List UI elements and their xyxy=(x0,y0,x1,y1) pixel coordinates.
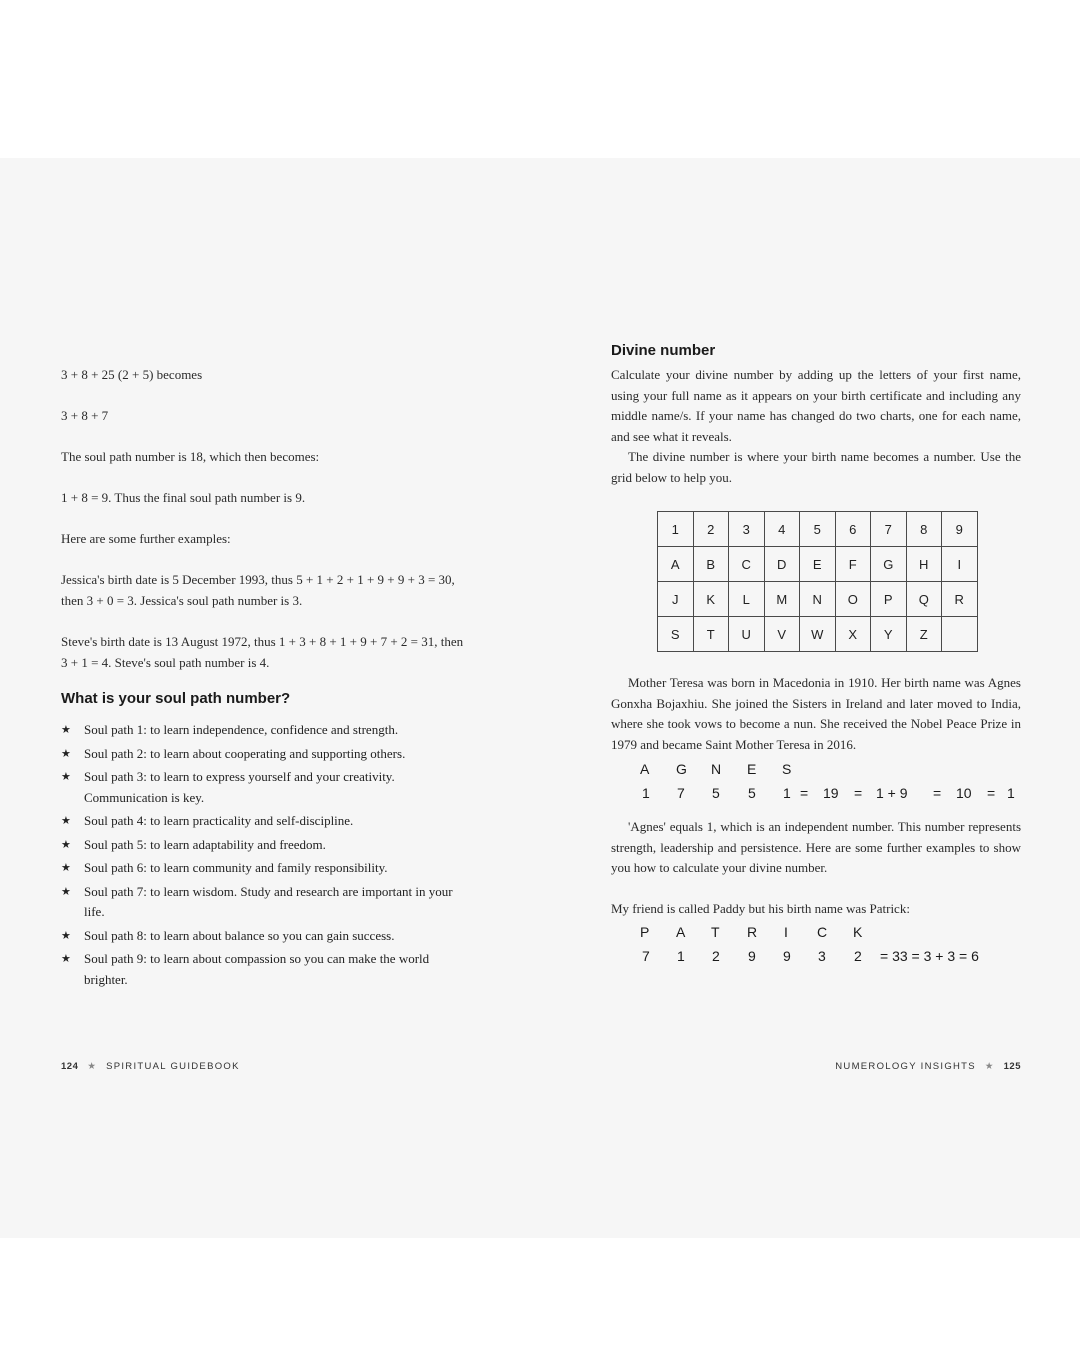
grid-row xyxy=(658,617,978,652)
star-icon: ★ xyxy=(61,771,71,783)
grid-cell: N xyxy=(800,582,836,617)
grid-cell: A xyxy=(658,547,694,582)
grid-cell: 9 xyxy=(942,512,978,547)
grid-cell: D xyxy=(764,547,800,582)
calc-letter: S xyxy=(782,761,792,777)
list-item: ★ Soul path 5: to learn adaptability and freedom. xyxy=(61,835,473,856)
calc-number: 2 xyxy=(712,948,720,964)
list-item: ★ Soul path 6: to learn community and family responsibility. xyxy=(61,858,473,879)
grid-cell: K xyxy=(693,582,729,617)
list-item: ★ Soul path 2: to learn about cooperating and supporting others. xyxy=(61,744,473,765)
calc-result: 19 xyxy=(823,785,839,801)
calc-letter: E xyxy=(747,761,757,777)
calc-number: 5 xyxy=(712,785,720,801)
grid-cell: G xyxy=(871,547,907,582)
grid-cell: U xyxy=(729,617,765,652)
star-icon: ★ xyxy=(61,815,71,827)
star-icon: ★ xyxy=(61,953,71,965)
calc-result: 10 xyxy=(956,785,972,801)
grid-cell: X xyxy=(835,617,871,652)
star-icon: ★ xyxy=(61,885,71,898)
grid-cell: M xyxy=(764,582,800,617)
calc-letter: R xyxy=(747,924,758,940)
grid-cell: 5 xyxy=(800,512,836,547)
page-number: 125 xyxy=(1003,1061,1021,1072)
calc-letter: C xyxy=(817,924,828,940)
book-spread xyxy=(0,158,1080,1238)
paragraph-intro2: The divine number is where your birth name becomes a number. Use the grid below to help you. xyxy=(611,449,1021,485)
list-item: ★ Soul path 9: to learn about compassion so you can make the world brighter. xyxy=(61,951,430,987)
grid-cell: I xyxy=(942,547,978,582)
page-footer-left xyxy=(61,1061,240,1072)
grid-cell: 7 xyxy=(871,512,907,547)
calc-letter: P xyxy=(640,924,650,940)
running-title: SPIRITUAL GUIDEBOOK xyxy=(106,1061,240,1072)
paragraph-teresa: Mother Teresa was born in Macedonia in 1910. Her birth name was Agnes Gonxha Bojaxhiu. She joined the Sisters in Ireland and later moved to India, where she took vows to become a nun. She received the Nobel Peace Prize in 1979 and became Saint Mother Teresa in 2016. xyxy=(611,675,1021,752)
calc-letter: A xyxy=(640,761,650,777)
grid-cell: 2 xyxy=(693,512,729,547)
grid-cell xyxy=(942,617,978,652)
calc-number: 1 xyxy=(642,785,650,801)
grid-cell: Q xyxy=(906,582,942,617)
calc-number: 9 xyxy=(748,948,756,964)
list-item: ★ Soul path 4: to learn practicality and self-discipline. xyxy=(61,811,473,832)
grid-cell: 4 xyxy=(764,512,800,547)
calc-result: 1 xyxy=(1007,785,1015,801)
calc-letter: T xyxy=(711,924,720,940)
list-item: ★ Soul path 7: to learn wisdom. Study and research are important in your life. xyxy=(61,883,453,919)
star-icon: ★ xyxy=(61,838,71,851)
star-icon: ★ xyxy=(87,1061,98,1072)
page-number: 124 xyxy=(61,1061,79,1072)
calc-result: = xyxy=(987,785,996,801)
letter-number-grid xyxy=(657,511,978,652)
grid-cell: Y xyxy=(871,617,907,652)
grid-row xyxy=(658,582,978,617)
paragraph-intro: Calculate your divine number by adding up the letters of your first name, using your full name as it appears on your birth certificate and including any middle name/s. If your name has changed do two charts, one for each name, and see what it reveals. xyxy=(611,367,1021,444)
star-icon: ★ xyxy=(61,862,71,874)
calc-letter: G xyxy=(676,761,687,777)
grid-cell: 3 xyxy=(729,512,765,547)
grid-cell: 6 xyxy=(835,512,871,547)
grid-cell: 8 xyxy=(906,512,942,547)
calc-number: 1 xyxy=(677,948,685,964)
paragraph: Here are some further examples: xyxy=(61,531,231,546)
grid-cell: O xyxy=(835,582,871,617)
calc-result: = 33 = 3 + 3 = 6 xyxy=(880,948,979,964)
list-item: ★ Soul path 8: to learn about balance so you can gain success. xyxy=(61,926,473,947)
grid-cell: J xyxy=(658,582,694,617)
paragraph-agnes-note: 'Agnes' equals 1, which is an independent number. This number represents strength, leadership and persistence. Here are some further examples to show you how to calculate your divine number. xyxy=(611,819,1021,875)
calc-number: 3 xyxy=(818,948,826,964)
grid-cell: T xyxy=(693,617,729,652)
calc-letter: N xyxy=(711,761,722,777)
grid-cell: W xyxy=(800,617,836,652)
grid-cell: P xyxy=(871,582,907,617)
paragraph-jessica: Jessica's birth date is 5 December 1993, thus 5 + 1 + 2 + 1 + 9 + 9 + 3 = 30, then 3 + 0 = 3. Jessica's soul path number is 3. xyxy=(61,572,455,608)
calc-number: 9 xyxy=(783,948,791,964)
left-page xyxy=(0,158,540,1238)
grid-cell: V xyxy=(764,617,800,652)
paragraph: The soul path number is 18, which then becomes: xyxy=(61,449,320,464)
calc-letter: A xyxy=(676,924,686,940)
star-icon: ★ xyxy=(984,1061,995,1072)
calc-number: 2 xyxy=(854,948,862,964)
grid-cell: F xyxy=(835,547,871,582)
calc-letter: I xyxy=(784,924,788,940)
calc-result: = xyxy=(854,785,863,801)
grid-cell: E xyxy=(800,547,836,582)
grid-cell: R xyxy=(942,582,978,617)
page-footer-right xyxy=(835,1061,1021,1072)
grid-cell: S xyxy=(658,617,694,652)
star-icon: ★ xyxy=(61,747,71,760)
paragraph: 3 + 8 + 7 xyxy=(61,408,109,423)
soul-path-list xyxy=(61,720,473,993)
section-heading: What is your soul path number? xyxy=(61,690,291,707)
calc-number: 5 xyxy=(748,785,756,801)
section-heading: Divine number xyxy=(611,342,716,359)
list-item: ★ Soul path 3: to learn to express yourself and your creativity. Communication is key. xyxy=(61,769,395,805)
calc-number: 7 xyxy=(642,948,650,964)
grid-cell: L xyxy=(729,582,765,617)
star-icon: ★ xyxy=(61,929,71,942)
paragraph: 1 + 8 = 9. Thus the final soul path number is 9. xyxy=(61,490,306,505)
calc-letter: K xyxy=(853,924,863,940)
list-item: ★ Soul path 1: to learn independence, confidence and strength. xyxy=(61,720,473,741)
grid-cell: 1 xyxy=(658,512,694,547)
grid-cell: Z xyxy=(906,617,942,652)
grid-cell: B xyxy=(693,547,729,582)
grid-cell: C xyxy=(729,547,765,582)
running-title: NUMEROLOGY INSIGHTS xyxy=(835,1061,976,1072)
calc-result: = xyxy=(933,785,942,801)
calc-result: = xyxy=(800,785,809,801)
grid-row xyxy=(658,512,978,547)
paragraph-friend: My friend is called Paddy but his birth name was Patrick: xyxy=(611,901,910,916)
calc-result: 1 + 9 xyxy=(876,785,908,801)
grid-cell: H xyxy=(906,547,942,582)
grid-row xyxy=(658,547,978,582)
calc-number: 7 xyxy=(677,785,685,801)
calc-number: 1 xyxy=(783,785,791,801)
paragraph: 3 + 8 + 25 (2 + 5) becomes xyxy=(61,367,203,382)
right-page xyxy=(540,158,1080,1238)
paragraph-steve: Steve's birth date is 13 August 1972, thus 1 + 3 + 8 + 1 + 9 + 7 + 2 = 31, then 3 + 1 = 4. Steve's soul path number is 4. xyxy=(61,634,464,670)
star-icon: ★ xyxy=(61,724,71,736)
